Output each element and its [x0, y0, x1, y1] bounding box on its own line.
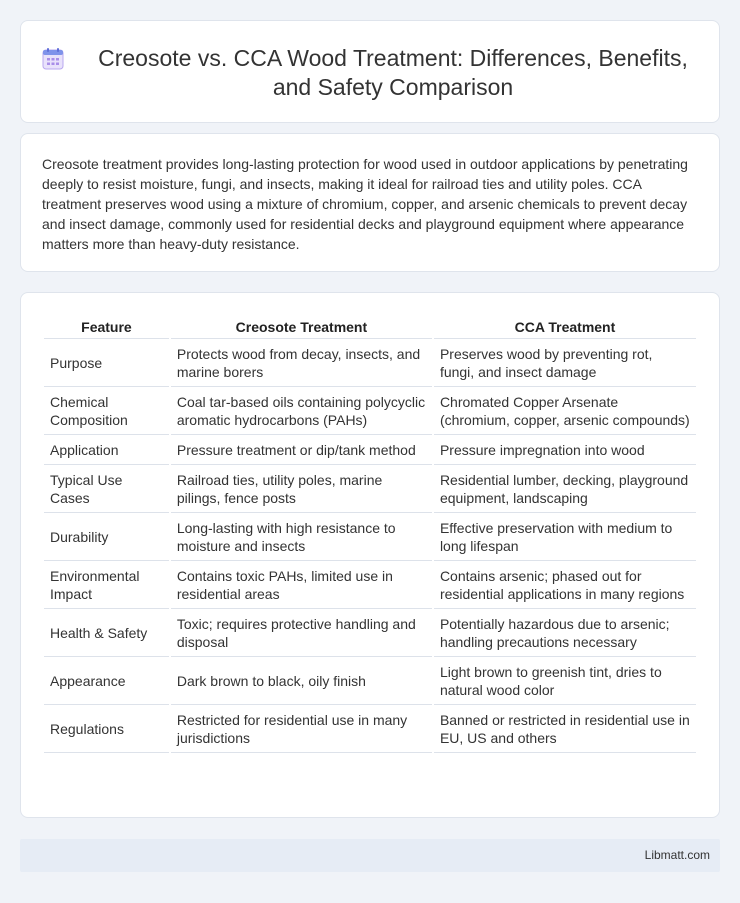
footer-bar [20, 839, 720, 872]
comparison-table [42, 317, 698, 753]
creosote-cell: Toxic; requires protective handling and disposal [171, 609, 432, 657]
table-row [44, 339, 696, 387]
table-row [44, 705, 696, 753]
creosote-cell: Dark brown to black, oily finish [171, 657, 432, 705]
creosote-cell: Coal tar-based oils containing polycyclic aromatic hydrocarbons (PAHs) [171, 387, 432, 435]
feature-cell: Environmental Impact [44, 561, 169, 609]
creosote-cell: Contains toxic PAHs, limited use in residential areas [171, 561, 432, 609]
creosote-cell: Long-lasting with high resistance to moisture and insects [171, 513, 432, 561]
cca-cell: Banned or restricted in residential use in EU, US and others [434, 705, 696, 753]
table-row [44, 435, 696, 465]
creosote-cell: Restricted for residential use in many jurisdictions [171, 705, 432, 753]
feature-cell: Health & Safety [44, 609, 169, 657]
cca-cell: Potentially hazardous due to arsenic; handling precautions necessary [434, 609, 696, 657]
header-creosote: Creosote Treatment [171, 317, 432, 339]
table-row [44, 513, 696, 561]
feature-cell: Application [44, 435, 169, 465]
cca-cell: Pressure impregnation into wood [434, 435, 696, 465]
cca-cell: Contains arsenic; phased out for residential applications in many regions [434, 561, 696, 609]
header-cca: CCA Treatment [434, 317, 696, 339]
table-header-row [44, 317, 696, 339]
calendar-icon [41, 47, 65, 71]
table-row [44, 387, 696, 435]
intro-card [20, 133, 720, 272]
cca-cell: Light brown to greenish tint, dries to natural wood color [434, 657, 696, 705]
cca-cell: Residential lumber, decking, playground equipment, landscaping [434, 465, 696, 513]
footer-site-link[interactable]: Libmatt.com [644, 848, 710, 862]
feature-cell: Purpose [44, 339, 169, 387]
feature-cell: Appearance [44, 657, 169, 705]
feature-cell: Durability [44, 513, 169, 561]
cca-cell: Preserves wood by preventing rot, fungi, and insect damage [434, 339, 696, 387]
table-row [44, 465, 696, 513]
title-wrap [21, 44, 719, 102]
table-row [44, 561, 696, 609]
feature-cell: Chemical Composition [44, 387, 169, 435]
table-row [44, 657, 696, 705]
comparison-card [20, 292, 720, 818]
creosote-cell: Protects wood from decay, insects, and marine borers [171, 339, 432, 387]
intro-paragraph: Creosote treatment provides long-lasting protection for wood used in outdoor applications by penetrating deeply to resist moisture, fungi, and insects, making it ideal for railroad ties and utility poles. CCA treatment preserves wood using a mixture of chromium, copper, and arsenic chemicals to prevent decay and insect damage, commonly used for residential decks and playground equipment where appearance matters more than heavy-duty resistance. [42, 156, 688, 252]
feature-cell: Regulations [44, 705, 169, 753]
page-title: Creosote vs. CCA Wood Treatment: Differences, Benefits, and Safety Comparison [98, 45, 688, 100]
feature-cell: Typical Use Cases [44, 465, 169, 513]
cca-cell: Effective preservation with medium to long lifespan [434, 513, 696, 561]
creosote-cell: Railroad ties, utility poles, marine pilings, fence posts [171, 465, 432, 513]
title-card [20, 20, 720, 123]
header-feature: Feature [44, 317, 169, 339]
cca-cell: Chromated Copper Arsenate (chromium, copper, arsenic compounds) [434, 387, 696, 435]
table-row [44, 609, 696, 657]
creosote-cell: Pressure treatment or dip/tank method [171, 435, 432, 465]
